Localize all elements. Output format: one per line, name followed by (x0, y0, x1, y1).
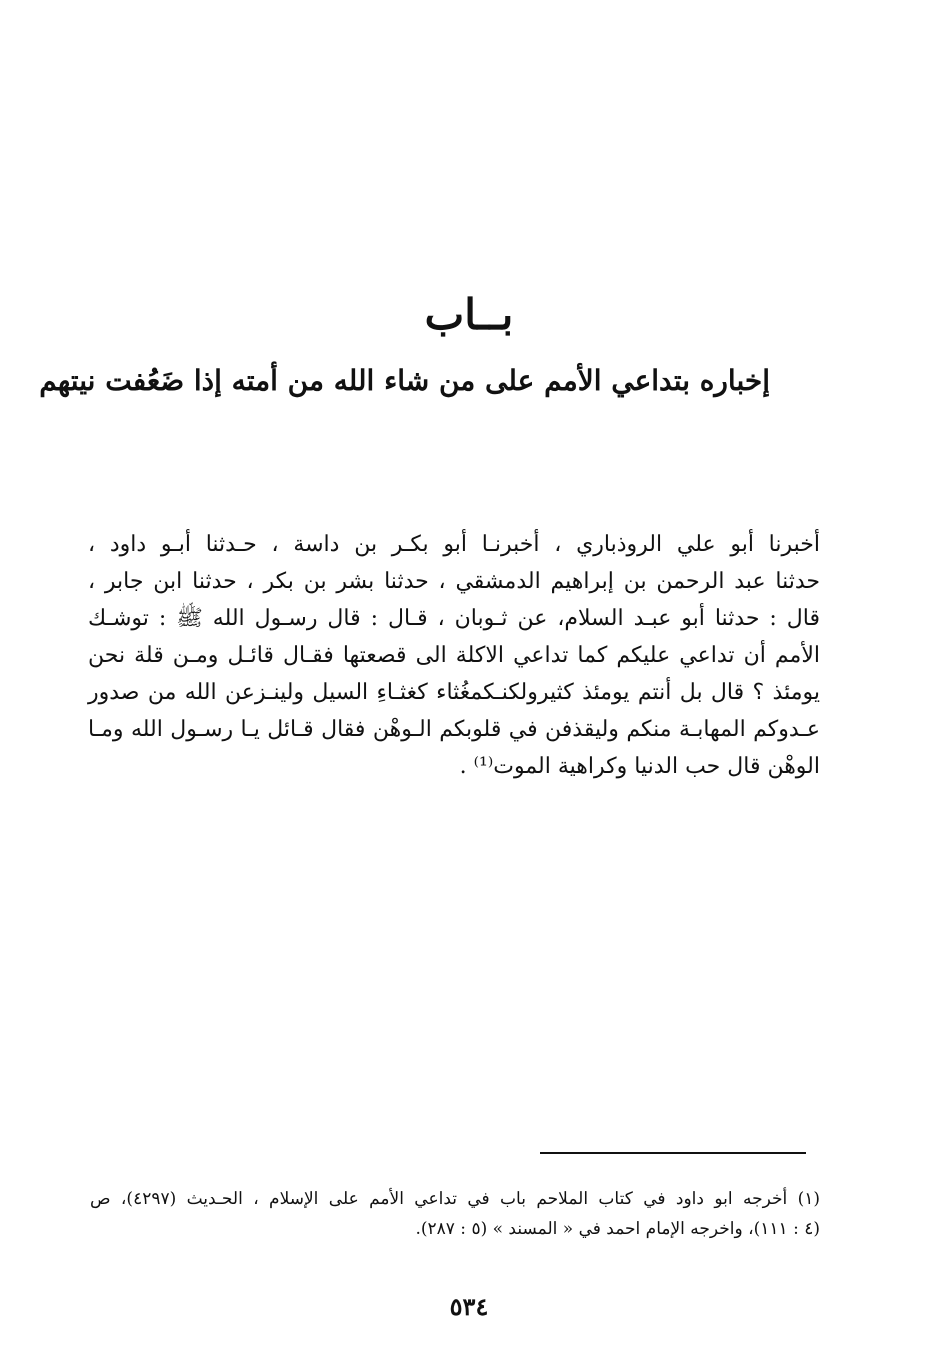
chapter-title: بــاب (424, 290, 514, 339)
body-line: عـدوكم المهابـة منكم وليقذفن في قلوبكم الـوهْن فقال قـائل يـا رسـول الله ومـا (88, 717, 820, 742)
body-line: قال : حدثنا أبو عبـد السلام، عن ثـوبان ، قـال : قال رسـول الله ﷺ : توشـك (88, 606, 820, 631)
body-line: يومئذ ؟ قال بل أنتم يومئذ كثيرولكنـكمغُثاء كغثـاءِ السيل ولينـزعن الله من صدور (88, 680, 820, 705)
footnote-line: (١) أخرجه ابو داود في كتاب الملاحم باب في تداعي الأمم على الإسلام ، الحـديث (٤٢٩٧)، ص (90, 1189, 820, 1209)
body-line: الوهْن قال حب الدنيا وكراهية الموت⁽¹⁾ . (459, 754, 820, 779)
body-line: أخبرنا أبو علي الروذباري ، أخبرنـا أبو بكـر بن داسة ، حـدثنا أبـو داود ، (88, 532, 820, 557)
body-line: حدثنا عبد الرحمن بن إبراهيم الدمشقي ، حدثنا بشر بن بكر ، حدثنا ابن جابر ، (88, 569, 820, 594)
footnote-line: (٤ : ١١١)، واخرجه الإمام احمد في « المسند » (٥ : ٢٨٧). (415, 1219, 820, 1239)
hadith-paragraph (88, 526, 820, 785)
body-line: الأمم أن تداعي عليكم كما تداعي الاكلة الى قصعتها فقـال قائـل ومـن قلة نحن (88, 643, 820, 668)
chapter-subtitle: إخباره بتداعي الأمم على من شاء الله من أمته إذا ضَعُفت نيتهم (39, 364, 770, 397)
page-number: ٥٣٤ (449, 1292, 489, 1321)
footnote-separator (540, 1152, 806, 1154)
footnote (90, 1184, 820, 1244)
